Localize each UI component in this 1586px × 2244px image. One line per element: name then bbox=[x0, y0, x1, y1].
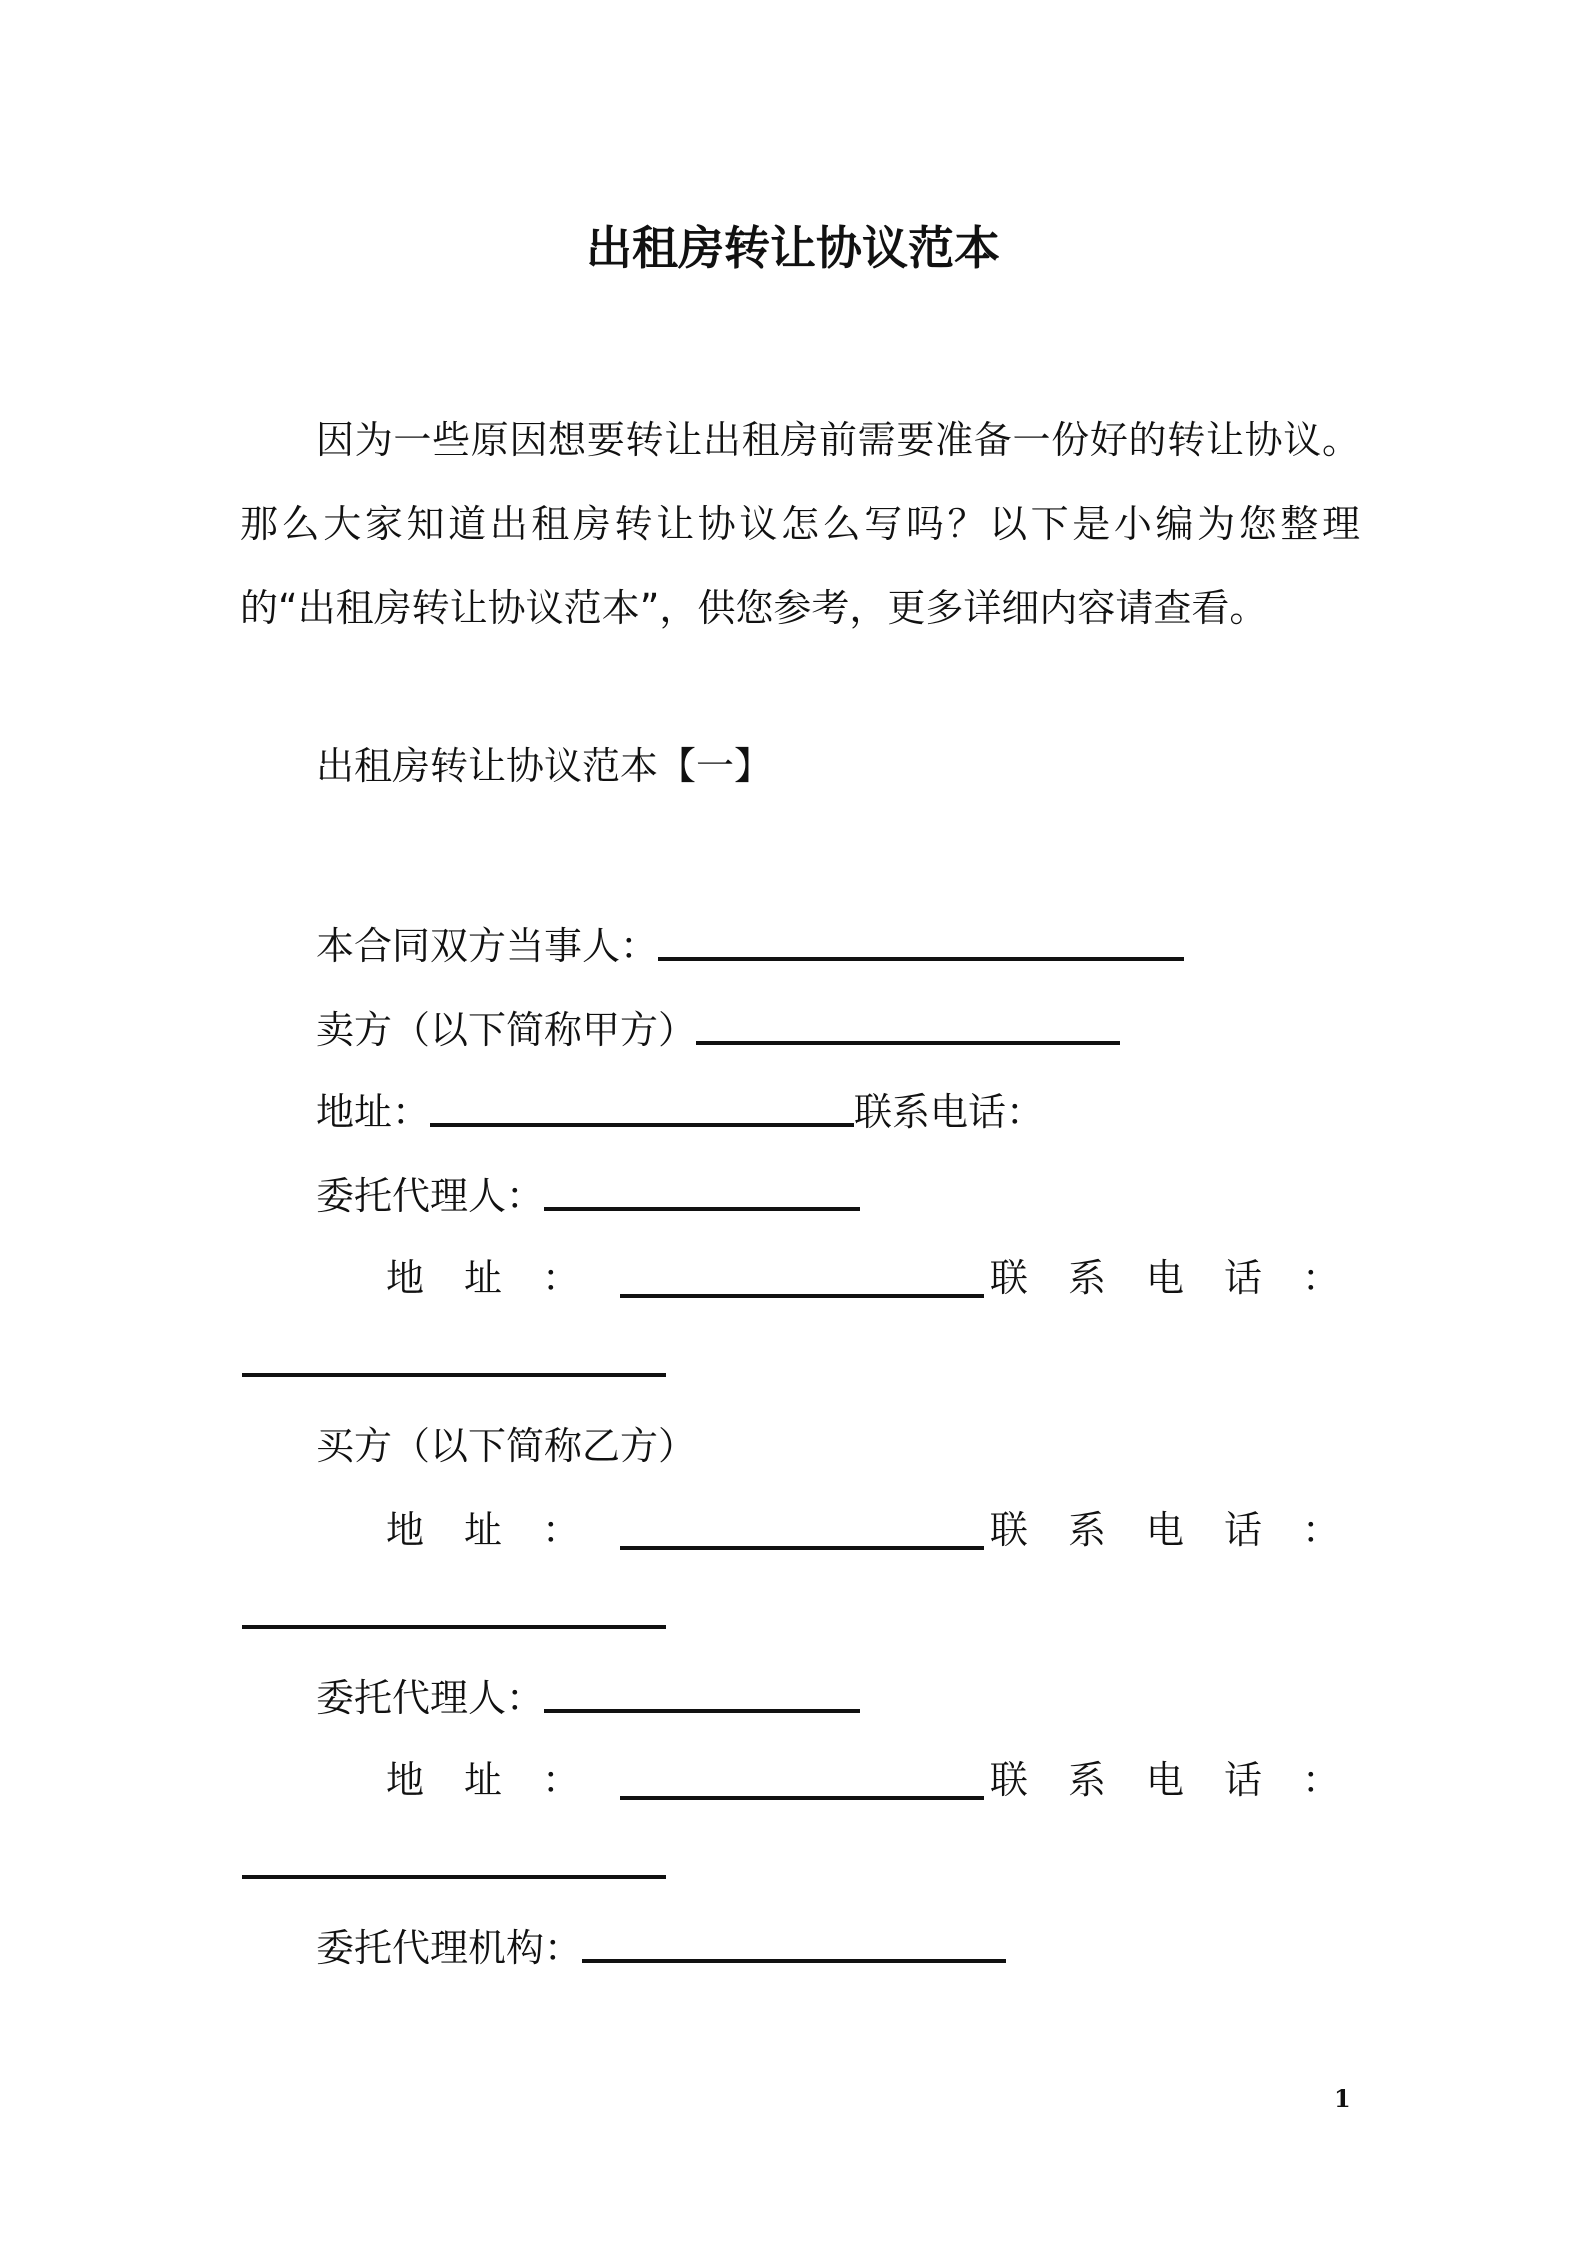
spread-char: ： bbox=[1301, 1508, 1340, 1552]
spread-char: ： bbox=[1301, 1256, 1340, 1300]
document-title: 出租房转让协议范本 bbox=[586, 221, 1000, 275]
agent-label: 委托代理人： bbox=[316, 1174, 545, 1218]
spread-char: 话 bbox=[1223, 1256, 1262, 1300]
spread-char: 系 bbox=[1067, 1758, 1106, 1802]
agency-line bbox=[316, 1920, 1006, 1976]
spread-char: 址 bbox=[464, 1758, 503, 1802]
spread-char: ： bbox=[542, 1758, 581, 1802]
spread-char: 址 bbox=[464, 1508, 503, 1552]
seller-blank[interactable] bbox=[696, 1041, 1120, 1045]
buyer-agent-address-blank[interactable] bbox=[620, 1796, 984, 1800]
buyer-agent-line bbox=[316, 1670, 860, 1726]
spread-char: 联 bbox=[989, 1256, 1028, 1300]
parties-label: 本合同双方当事人： bbox=[316, 924, 659, 968]
buyer-agent-phone-blank[interactable] bbox=[242, 1875, 666, 1879]
seller-address-blank[interactable] bbox=[430, 1123, 854, 1127]
seller-line bbox=[316, 1002, 1120, 1058]
spread-char: ： bbox=[542, 1256, 581, 1300]
buyer-agent-blank[interactable] bbox=[544, 1709, 860, 1713]
spread-char: 话 bbox=[1223, 1758, 1262, 1802]
seller-label: 卖方（以下简称甲方） bbox=[316, 1008, 697, 1052]
spread-char: 系 bbox=[1067, 1508, 1106, 1552]
buyer-address-blank[interactable] bbox=[620, 1546, 984, 1550]
phone-blank-line bbox=[242, 1334, 666, 1390]
spread-char: 话 bbox=[1223, 1508, 1262, 1552]
spread-char: 地 bbox=[386, 1256, 425, 1300]
spread-char: ： bbox=[1301, 1758, 1340, 1802]
spread-char: 电 bbox=[1145, 1508, 1184, 1552]
section-heading: 出租房转让协议范本【一】 bbox=[316, 744, 773, 788]
buyer-phone-blank[interactable] bbox=[242, 1625, 666, 1629]
spread-char: 联 bbox=[989, 1508, 1028, 1552]
seller-address-line bbox=[316, 1084, 1044, 1140]
agent-label: 委托代理人： bbox=[316, 1676, 545, 1720]
seller-agent-blank[interactable] bbox=[544, 1207, 860, 1211]
seller-agent-line bbox=[316, 1168, 860, 1224]
spread-char: ： bbox=[542, 1508, 581, 1552]
agent-address-blank[interactable] bbox=[620, 1294, 984, 1298]
buyer-agent-address-line bbox=[386, 1752, 1340, 1808]
agency-label: 委托代理机构： bbox=[316, 1926, 583, 1970]
agent-phone-blank[interactable] bbox=[242, 1373, 666, 1377]
spread-char: 地 bbox=[386, 1508, 425, 1552]
intro-paragraph: 因为一些原因想要转让出租房前需要准备一份好的转让协议。那么大家知道出租房转让协议怎么写吗？以下是小编为您整理的“出租房转让协议范本”，供您参考，更多详细内容请查看。 bbox=[240, 418, 1360, 630]
parties-line bbox=[316, 918, 1184, 974]
page-number: 1 bbox=[1334, 2084, 1351, 2113]
buyer-line: 买方（以下简称乙方） bbox=[316, 1424, 697, 1468]
phone-label: 联系电话： bbox=[854, 1090, 1045, 1134]
spread-char: 地 bbox=[386, 1758, 425, 1802]
address-label: 地址： bbox=[316, 1090, 431, 1134]
parties-blank[interactable] bbox=[658, 957, 1184, 961]
seller-agent-address-line bbox=[386, 1250, 1340, 1306]
spread-char: 联 bbox=[989, 1758, 1028, 1802]
buyer-address-line bbox=[386, 1502, 1340, 1558]
phone-blank-line bbox=[242, 1836, 666, 1892]
spread-char: 址 bbox=[464, 1256, 503, 1300]
spread-char: 电 bbox=[1145, 1256, 1184, 1300]
agency-blank[interactable] bbox=[582, 1959, 1006, 1963]
phone-blank-line bbox=[242, 1586, 666, 1642]
spread-char: 电 bbox=[1145, 1758, 1184, 1802]
spread-char: 系 bbox=[1067, 1256, 1106, 1300]
